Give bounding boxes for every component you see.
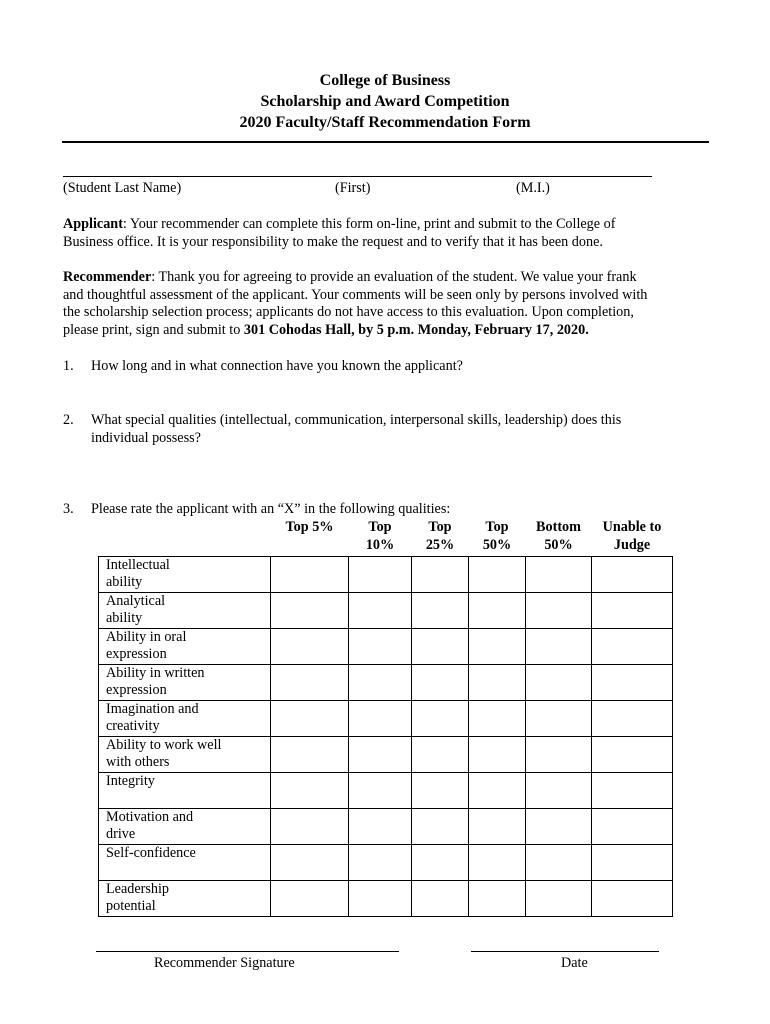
rating-cell-top-10[interactable] bbox=[349, 844, 412, 880]
rating-cell-top-5[interactable] bbox=[271, 556, 349, 592]
quality-label-line-2: potential bbox=[106, 898, 156, 914]
student-name-line[interactable] bbox=[63, 176, 652, 177]
rating-cell-top-5[interactable] bbox=[271, 772, 349, 808]
rating-cell-bottom-50[interactable] bbox=[526, 628, 592, 664]
table-row bbox=[99, 808, 673, 844]
quality-label bbox=[99, 772, 271, 808]
rating-cell-top-50[interactable] bbox=[469, 628, 526, 664]
quality-label bbox=[99, 880, 271, 916]
quality-label bbox=[99, 844, 271, 880]
rating-cell-top-10[interactable] bbox=[349, 880, 412, 916]
rating-header-top-50: Top 50% bbox=[482, 519, 512, 553]
rating-cell-top-10[interactable] bbox=[349, 736, 412, 772]
question-1-number: 1. bbox=[63, 358, 74, 374]
applicant-label: Applicant bbox=[63, 216, 123, 232]
rating-cell-bottom-50[interactable] bbox=[526, 736, 592, 772]
quality-label-line-1: Integrity bbox=[106, 772, 155, 789]
quality-label-line-2: drive bbox=[106, 826, 136, 842]
rating-cell-top-25[interactable] bbox=[412, 592, 469, 628]
table-row bbox=[99, 556, 673, 592]
rating-cell-top-5[interactable] bbox=[271, 736, 349, 772]
rating-cell-top-25[interactable] bbox=[412, 628, 469, 664]
rating-cell-top-10[interactable] bbox=[349, 592, 412, 628]
quality-label-line-2: ability bbox=[106, 610, 143, 626]
question-2-line-1: What special qualities (intellectual, communication, interpersonal skills, leadership) does this bbox=[91, 412, 622, 428]
rating-cell-top-25[interactable] bbox=[412, 880, 469, 916]
quality-label-line-1: Motivation and bbox=[106, 808, 194, 825]
recommender-text-1: : Thank you for agreeing to provide an evaluation of the student. We value your frank bbox=[151, 269, 637, 285]
rating-header-top-5: Top 5% bbox=[285, 519, 334, 535]
table-row bbox=[99, 664, 673, 700]
recommender-label: Recommender bbox=[63, 269, 152, 285]
rating-cell-top-50[interactable] bbox=[469, 556, 526, 592]
quality-label bbox=[99, 628, 271, 664]
rating-cell-top-5[interactable] bbox=[271, 628, 349, 664]
rating-cell-unable-to-judge[interactable] bbox=[592, 808, 673, 844]
rating-cell-top-25[interactable] bbox=[412, 700, 469, 736]
rating-cell-top-10[interactable] bbox=[349, 808, 412, 844]
rating-cell-top-5[interactable] bbox=[271, 880, 349, 916]
rating-cell-top-50[interactable] bbox=[469, 736, 526, 772]
rating-cell-top-50[interactable] bbox=[469, 772, 526, 808]
rating-header-top-25: Top 25% bbox=[425, 519, 455, 553]
rating-cell-bottom-50[interactable] bbox=[526, 772, 592, 808]
rating-cell-unable-to-judge[interactable] bbox=[592, 772, 673, 808]
rating-table-body bbox=[99, 556, 673, 916]
quality-label-line-1: Ability in written bbox=[106, 664, 205, 681]
quality-label-line-2: expression bbox=[106, 646, 167, 662]
student-first-name-label: (First) bbox=[335, 180, 371, 196]
rating-cell-bottom-50[interactable] bbox=[526, 556, 592, 592]
rating-header-top-10: Top 10% bbox=[365, 519, 395, 553]
rating-cell-top-50[interactable] bbox=[469, 844, 526, 880]
question-2-line-2: individual possess? bbox=[91, 429, 201, 446]
quality-label-line-2: ability bbox=[106, 574, 143, 590]
submission-deadline: 301 Cohodas Hall, by 5 p.m. Monday, February 17, 2020. bbox=[243, 321, 589, 338]
quality-label bbox=[99, 556, 271, 592]
rating-cell-unable-to-judge[interactable] bbox=[592, 628, 673, 664]
rating-cell-top-10[interactable] bbox=[349, 628, 412, 664]
question-3-number: 3. bbox=[63, 501, 74, 517]
table-row bbox=[99, 772, 673, 808]
quality-label-line-1: Intellectual bbox=[106, 556, 170, 573]
quality-label-line-1: Ability in oral bbox=[106, 628, 187, 645]
rating-cell-top-10[interactable] bbox=[349, 700, 412, 736]
table-row bbox=[99, 844, 673, 880]
quality-label-line-2: expression bbox=[106, 682, 167, 698]
quality-label bbox=[99, 592, 271, 628]
rating-cell-unable-to-judge[interactable] bbox=[592, 556, 673, 592]
signature-label: Recommender Signature bbox=[154, 955, 295, 971]
quality-label bbox=[99, 664, 271, 700]
question-2-text bbox=[91, 412, 731, 447]
rating-cell-unable-to-judge[interactable] bbox=[592, 844, 673, 880]
rating-cell-bottom-50[interactable] bbox=[526, 880, 592, 916]
rating-table bbox=[98, 519, 673, 917]
quality-label bbox=[99, 808, 271, 844]
rating-cell-bottom-50[interactable] bbox=[526, 844, 592, 880]
date-line[interactable] bbox=[471, 951, 659, 952]
table-row bbox=[99, 628, 673, 664]
question-2-number: 2. bbox=[63, 412, 74, 428]
rating-cell-top-25[interactable] bbox=[412, 664, 469, 700]
table-row bbox=[99, 736, 673, 772]
question-3-text: Please rate the applicant with an “X” in the following qualities: bbox=[91, 501, 451, 517]
signature-line[interactable] bbox=[96, 951, 399, 952]
rating-cell-top-50[interactable] bbox=[469, 808, 526, 844]
rating-cell-top-25[interactable] bbox=[412, 556, 469, 592]
recommender-text-2: and thoughtful assessment of the applicant. Your comments will be seen only by persons involved with bbox=[63, 286, 648, 303]
applicant-text-1: : Your recommender can complete this form on-line, print and submit to the College of bbox=[122, 216, 616, 232]
rating-cell-unable-to-judge[interactable] bbox=[592, 736, 673, 772]
quality-label-line-2: with others bbox=[106, 754, 170, 770]
rating-cell-top-25[interactable] bbox=[412, 772, 469, 808]
student-mi-label: (M.I.) bbox=[516, 180, 550, 196]
rating-cell-top-5[interactable] bbox=[271, 808, 349, 844]
rating-cell-top-50[interactable] bbox=[469, 592, 526, 628]
rating-cell-bottom-50[interactable] bbox=[526, 592, 592, 628]
rating-cell-bottom-50[interactable] bbox=[526, 700, 592, 736]
form-title-competition: Scholarship and Award Competition bbox=[260, 93, 510, 110]
rating-cell-top-50[interactable] bbox=[469, 664, 526, 700]
rating-cell-top-25[interactable] bbox=[412, 736, 469, 772]
quality-label bbox=[99, 736, 271, 772]
date-label: Date bbox=[561, 955, 588, 971]
rating-cell-bottom-50[interactable] bbox=[526, 664, 592, 700]
rating-cell-unable-to-judge[interactable] bbox=[592, 592, 673, 628]
rating-cell-top-10[interactable] bbox=[349, 556, 412, 592]
rating-cell-top-25[interactable] bbox=[412, 808, 469, 844]
rating-cell-top-50[interactable] bbox=[469, 700, 526, 736]
quality-label-line-1: Leadership bbox=[106, 880, 170, 897]
quality-label-line-1: Ability to work well bbox=[106, 736, 222, 753]
rating-cell-top-10[interactable] bbox=[349, 664, 412, 700]
form-title-college: College of Business bbox=[319, 72, 451, 89]
rating-cell-unable-to-judge[interactable] bbox=[592, 700, 673, 736]
quality-label bbox=[99, 700, 271, 736]
rating-cell-unable-to-judge[interactable] bbox=[592, 664, 673, 700]
rating-cell-top-10[interactable] bbox=[349, 772, 412, 808]
rating-cell-top-5[interactable] bbox=[271, 700, 349, 736]
applicant-paragraph bbox=[63, 216, 723, 251]
table-row bbox=[99, 592, 673, 628]
rating-header-quality bbox=[99, 519, 271, 556]
recommender-paragraph bbox=[63, 269, 743, 339]
table-row bbox=[99, 700, 673, 736]
rating-cell-bottom-50[interactable] bbox=[526, 808, 592, 844]
recommender-text-4: please print, sign and submit to bbox=[63, 321, 244, 338]
rating-cell-unable-to-judge[interactable] bbox=[592, 880, 673, 916]
table-row bbox=[99, 880, 673, 916]
quality-label-line-1: Analytical bbox=[106, 592, 166, 609]
rating-cell-top-5[interactable] bbox=[271, 664, 349, 700]
quality-label-line-2: creativity bbox=[106, 718, 160, 734]
applicant-text-2: Business office. It is your responsibility to make the request and to verify that it has been done. bbox=[63, 233, 603, 250]
header-divider bbox=[62, 141, 709, 143]
form-title-form-name: 2020 Faculty/Staff Recommendation Form bbox=[239, 114, 531, 131]
recommender-text-3: the scholarship selection process; applicants do not have access to this evaluation. Upon completion, bbox=[63, 304, 634, 320]
rating-cell-top-5[interactable] bbox=[271, 592, 349, 628]
rating-cell-top-25[interactable] bbox=[412, 844, 469, 880]
rating-cell-top-50[interactable] bbox=[469, 880, 526, 916]
quality-label-line-1: Imagination and bbox=[106, 700, 199, 717]
rating-cell-top-5[interactable] bbox=[271, 844, 349, 880]
student-last-name-label: (Student Last Name) bbox=[63, 180, 182, 196]
quality-label-line-1: Self-confidence bbox=[106, 844, 196, 861]
rating-header-unable-to-judge: Unable to Judge bbox=[602, 519, 662, 553]
rating-header-bottom-50: Bottom 50% bbox=[536, 519, 581, 553]
question-1-text: How long and in what connection have you known the applicant? bbox=[91, 358, 463, 374]
